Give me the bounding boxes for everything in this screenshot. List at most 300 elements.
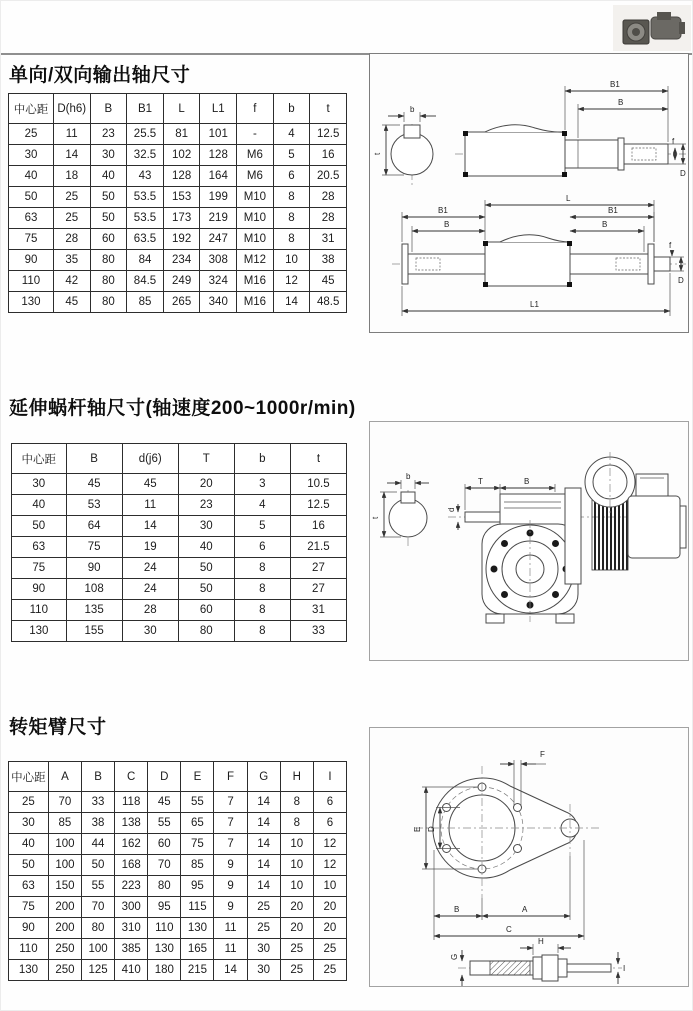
table-cell: 33 [81, 792, 114, 813]
table-cell: 50 [90, 187, 127, 208]
table-cell: 110 [9, 939, 49, 960]
dim-label-E: E [413, 826, 422, 832]
column-header: B1 [127, 94, 164, 124]
table-cell: 80 [90, 250, 127, 271]
table-cell: 28 [310, 208, 347, 229]
table-cell: 265 [163, 292, 200, 313]
column-header: B [90, 94, 127, 124]
table-cell: 168 [115, 855, 148, 876]
table-cell: 138 [115, 813, 148, 834]
table-cell: 40 [90, 166, 127, 187]
table-cell: 90 [9, 918, 49, 939]
dim-label-B1: B1 [610, 80, 620, 89]
table-cell: 75 [9, 897, 49, 918]
right-shaft-tip [654, 257, 670, 271]
table-cell: 7 [214, 813, 247, 834]
table-cell: 55 [181, 792, 214, 813]
table-cell: 14 [247, 876, 280, 897]
column-header: 中心距 [12, 444, 67, 474]
table-row [9, 187, 347, 208]
column-header: B [66, 444, 122, 474]
table-cell: 25 [9, 792, 49, 813]
table-cell: 80 [90, 292, 127, 313]
table-cell: 16 [290, 516, 346, 537]
table-cell: 40 [9, 834, 49, 855]
table-cell: 80 [178, 621, 234, 642]
table-cell: 45 [122, 474, 178, 495]
table-cell: 55 [148, 813, 181, 834]
table-cell: 95 [181, 876, 214, 897]
table-cell: M6 [237, 145, 274, 166]
column-header: E [181, 762, 214, 792]
table-cell: 11 [214, 939, 247, 960]
table-cell: 10 [280, 834, 313, 855]
dim-label-D-2: D [678, 276, 684, 285]
column-header: D(h6) [53, 94, 90, 124]
table-row [12, 495, 347, 516]
table-cell: 12 [313, 834, 346, 855]
table-cell: 38 [310, 250, 347, 271]
gearbox-foot [556, 614, 574, 623]
table-cell: 81 [163, 124, 200, 145]
table-cell: 9 [214, 876, 247, 897]
dim-label-D: D [680, 169, 686, 178]
section-title: 延伸蜗杆轴尺寸(轴速度200~1000r/min) [9, 398, 356, 419]
table-cell: 223 [115, 876, 148, 897]
dim-label-b: b [410, 105, 415, 114]
bolt-thread [490, 961, 530, 975]
table-cell: 28 [53, 229, 90, 250]
dim-label-I: I [623, 964, 626, 973]
table-cell: 75 [66, 537, 122, 558]
column-header: L1 [200, 94, 237, 124]
table-cell: 21.5 [290, 537, 346, 558]
table-cell: 340 [200, 292, 237, 313]
table-cell: 60 [178, 600, 234, 621]
dim-label-B: B [454, 905, 460, 914]
table-row [9, 166, 347, 187]
column-header: t [290, 444, 346, 474]
table-cell: 14 [53, 145, 90, 166]
table-cell: 30 [12, 474, 67, 495]
table-cell: 23 [178, 495, 234, 516]
table-cell: 108 [66, 579, 122, 600]
table-cell: 130 [148, 939, 181, 960]
table-cell: 85 [181, 855, 214, 876]
table-cell: 27 [290, 579, 346, 600]
column-header: T [178, 444, 234, 474]
table-row [9, 292, 347, 313]
table-cell: 130 [12, 621, 67, 642]
table-cell: 50 [90, 208, 127, 229]
table-cell: 101 [200, 124, 237, 145]
table-cell: 7 [214, 792, 247, 813]
table-cell: 5 [234, 516, 290, 537]
column-header: L [163, 94, 200, 124]
table-cell: 25 [53, 187, 90, 208]
table-cell: 11 [122, 495, 178, 516]
table-row [9, 897, 347, 918]
column-header: D [148, 762, 181, 792]
keyway [404, 125, 420, 138]
table-cell: 11 [214, 918, 247, 939]
dim-label-A: A [522, 905, 528, 914]
table-cell: 70 [81, 897, 114, 918]
table-row [9, 918, 347, 939]
table-cell: 45 [53, 292, 90, 313]
table-cell: M10 [237, 187, 274, 208]
table-cell: 100 [48, 834, 81, 855]
table-cell: 50 [178, 558, 234, 579]
worm-shaft-table [11, 443, 347, 642]
table-row [9, 813, 347, 834]
shaft-cross-section [391, 133, 433, 175]
output-shaft-diagram-frame [369, 53, 689, 333]
table-cell: 25 [313, 960, 346, 981]
table-cell: 40 [12, 495, 67, 516]
table-cell: 19 [122, 537, 178, 558]
table-cell: 50 [9, 187, 54, 208]
table-cell: 115 [181, 897, 214, 918]
bolt-washer [542, 955, 558, 981]
table-cell: - [237, 124, 274, 145]
table-cell: 24 [122, 558, 178, 579]
table-cell: 70 [148, 855, 181, 876]
table-cell: 63 [9, 876, 49, 897]
bolt-pin [567, 964, 611, 972]
table-cell: 63 [9, 208, 54, 229]
table-row [9, 876, 347, 897]
table-cell: 25 [9, 124, 54, 145]
keyway [401, 492, 415, 503]
table-cell: 85 [48, 813, 81, 834]
table-cell: M16 [237, 292, 274, 313]
table-cell: 48.5 [310, 292, 347, 313]
table-cell: 75 [9, 229, 54, 250]
torque-arm-diagram [370, 728, 688, 986]
table-cell: 53.5 [127, 187, 164, 208]
dim-label-f-2: f [669, 241, 672, 250]
dim-label-B: B [524, 477, 530, 486]
table-cell: 14 [273, 292, 310, 313]
table-cell: 102 [163, 145, 200, 166]
table-cell: 28 [310, 187, 347, 208]
table-cell: 128 [200, 145, 237, 166]
table-cell: 9 [214, 855, 247, 876]
table-cell: M6 [237, 166, 274, 187]
gearbox-bore [632, 28, 640, 36]
table-cell: 12 [313, 855, 346, 876]
table-cell: 20 [313, 918, 346, 939]
table-cell: 200 [48, 918, 81, 939]
table-cell: 310 [115, 918, 148, 939]
column-header: H [280, 762, 313, 792]
table-cell: M10 [237, 229, 274, 250]
dim-label-B1-left: B1 [438, 206, 448, 215]
table-cell: 14 [122, 516, 178, 537]
table-cell: 130 [9, 960, 49, 981]
table-cell: 50 [178, 579, 234, 600]
shaft-step [565, 140, 618, 168]
column-header: A [48, 762, 81, 792]
table-cell: 12.5 [290, 495, 346, 516]
table-row [9, 834, 347, 855]
output-shaft-table [8, 93, 347, 313]
table-cell: 25 [247, 897, 280, 918]
shaft-flange [618, 138, 624, 170]
table-cell: 110 [12, 600, 67, 621]
table-row [9, 271, 347, 292]
table-cell: 3 [234, 474, 290, 495]
column-header: F [214, 762, 247, 792]
dim-label-B-left: B [444, 220, 450, 229]
table-cell: 20 [178, 474, 234, 495]
table-cell: 25.5 [127, 124, 164, 145]
table-cell: 164 [200, 166, 237, 187]
column-header: b [234, 444, 290, 474]
worm-wheel-body-2 [485, 242, 570, 286]
table-cell: 4 [234, 495, 290, 516]
section-title: 转矩臂尺寸 [9, 717, 107, 738]
table-cell: 23 [90, 124, 127, 145]
column-header: G [247, 762, 280, 792]
table-cell: 135 [66, 600, 122, 621]
table-cell: 55 [81, 876, 114, 897]
dim-label-B1-right: B1 [608, 206, 618, 215]
table-cell: 60 [148, 834, 181, 855]
column-header: f [237, 94, 274, 124]
dim-label-T: T [478, 477, 483, 486]
table-cell: 8 [273, 208, 310, 229]
dim-label-t: t [371, 516, 380, 519]
motor-end-cap [680, 506, 686, 548]
table-cell: 53.5 [127, 208, 164, 229]
table-cell: 130 [181, 918, 214, 939]
table-cell: 90 [66, 558, 122, 579]
extended-worm-shaft [465, 512, 500, 522]
table-cell: 25 [280, 960, 313, 981]
table-cell: 8 [234, 558, 290, 579]
table-row [9, 792, 347, 813]
column-header: d(j6) [122, 444, 178, 474]
table-cell: 8 [234, 600, 290, 621]
table-cell: 35 [53, 250, 90, 271]
table-cell: 80 [148, 876, 181, 897]
dim-label-L1: L1 [530, 300, 539, 309]
table-cell: 30 [9, 813, 49, 834]
column-header: t [310, 94, 347, 124]
table-cell: 84 [127, 250, 164, 271]
table-cell: 63.5 [127, 229, 164, 250]
table-cell: 173 [163, 208, 200, 229]
table-cell: 63 [12, 537, 67, 558]
table-cell: 53 [66, 495, 122, 516]
output-shaft-end [624, 144, 668, 164]
table-cell: 100 [81, 939, 114, 960]
table-cell: 300 [115, 897, 148, 918]
table-cell: 12 [273, 271, 310, 292]
table-cell: 324 [200, 271, 237, 292]
table-cell: 70 [48, 792, 81, 813]
table-cell: 10 [280, 855, 313, 876]
table-cell: 80 [81, 918, 114, 939]
table-row [9, 145, 347, 166]
table-cell: 84.5 [127, 271, 164, 292]
table-cell: 24 [122, 579, 178, 600]
table-cell: 90 [9, 250, 54, 271]
table-cell: 215 [181, 960, 214, 981]
column-header: C [115, 762, 148, 792]
table-cell: 249 [163, 271, 200, 292]
table-row [9, 124, 347, 145]
table-cell: 40 [9, 166, 54, 187]
table-cell: 234 [163, 250, 200, 271]
table-cell: 65 [181, 813, 214, 834]
table-cell: 308 [200, 250, 237, 271]
table-row [9, 855, 347, 876]
table-cell: 10.5 [290, 474, 346, 495]
motor-fins [592, 500, 628, 570]
table-cell: 125 [81, 960, 114, 981]
bolt-nut [533, 957, 542, 979]
gear-motor-photo [613, 5, 691, 51]
table-row [9, 250, 347, 271]
table-row [12, 474, 347, 495]
table-cell: 6 [234, 537, 290, 558]
worm-shaft-diagram [370, 422, 688, 660]
table-cell: 60 [90, 229, 127, 250]
table-cell: 100 [48, 855, 81, 876]
table-cell: 8 [280, 813, 313, 834]
torque-arm-diagram-frame [369, 727, 689, 987]
table-cell: 4 [273, 124, 310, 145]
dim-label-H: H [538, 937, 544, 946]
table-cell: 10 [313, 876, 346, 897]
dim-label-C: C [506, 925, 512, 934]
table-cell: 42 [53, 271, 90, 292]
gearbox-foot [486, 614, 504, 623]
table-row [12, 537, 347, 558]
table-cell: 45 [66, 474, 122, 495]
table-cell: 6 [313, 813, 346, 834]
table-cell: 50 [9, 855, 49, 876]
table-cell: 43 [127, 166, 164, 187]
dim-label-B-right: B [602, 220, 608, 229]
left-shaft [408, 254, 485, 274]
table-cell: 5 [273, 145, 310, 166]
table-cell: 250 [48, 960, 81, 981]
table-cell: 199 [200, 187, 237, 208]
table-cell: 45 [310, 271, 347, 292]
dim-label-t: t [373, 152, 382, 155]
shaft-cross-section [389, 499, 427, 537]
output-shaft-diagram [370, 54, 688, 332]
table-cell: 30 [247, 960, 280, 981]
table-cell: 14 [247, 855, 280, 876]
table-cell: M12 [237, 250, 274, 271]
table-cell: 8 [273, 187, 310, 208]
table-cell: 14 [214, 960, 247, 981]
table-cell: 20 [313, 897, 346, 918]
motor-terminal-box [636, 474, 668, 496]
table-cell: 95 [148, 897, 181, 918]
table-cell: 192 [163, 229, 200, 250]
table-cell: M10 [237, 208, 274, 229]
table-cell: 10 [280, 876, 313, 897]
table-cell: 64 [66, 516, 122, 537]
table-cell: 38 [81, 813, 114, 834]
table-cell: 25 [247, 918, 280, 939]
table-cell: 50 [12, 516, 67, 537]
section-title: 单向/双向输出轴尺寸 [9, 65, 191, 86]
table-cell: 75 [181, 834, 214, 855]
table-row [12, 558, 347, 579]
table-cell: 50 [81, 855, 114, 876]
motor-body [628, 496, 680, 558]
column-header: 中心距 [9, 762, 49, 792]
table-cell: 20 [280, 918, 313, 939]
table-cell: 31 [310, 229, 347, 250]
column-header: I [313, 762, 346, 792]
table-cell: 18 [53, 166, 90, 187]
table-cell: 25 [53, 208, 90, 229]
table-cell: M16 [237, 271, 274, 292]
table-cell: 130 [9, 292, 54, 313]
table-cell: 11 [53, 124, 90, 145]
dim-label-L: L [566, 194, 571, 203]
table-cell: 6 [273, 166, 310, 187]
table-cell: 28 [122, 600, 178, 621]
table-cell: 153 [163, 187, 200, 208]
worm-wheel-body [465, 132, 565, 176]
table-cell: 90 [12, 579, 67, 600]
motor-terminal-box [657, 12, 671, 20]
dim-label-G: G [450, 953, 459, 960]
table-cell: 180 [148, 960, 181, 981]
table-cell: 200 [48, 897, 81, 918]
dim-label-f: f [672, 137, 675, 146]
table-cell: 32.5 [127, 145, 164, 166]
table-cell: 30 [247, 939, 280, 960]
motor-fan-cap [679, 22, 685, 34]
table-cell: 14 [247, 792, 280, 813]
table-cell: 27 [290, 558, 346, 579]
dim-label-d: d [447, 507, 456, 512]
table-cell: 385 [115, 939, 148, 960]
table-cell: 20.5 [310, 166, 347, 187]
table-cell: 8 [273, 229, 310, 250]
table-cell: 9 [214, 897, 247, 918]
table-cell: 80 [90, 271, 127, 292]
table-header-row [9, 762, 347, 792]
table-cell: 45 [148, 792, 181, 813]
table-cell: 410 [115, 960, 148, 981]
table-cell: 12.5 [310, 124, 347, 145]
table-cell: 30 [178, 516, 234, 537]
dim-label-b: b [406, 472, 411, 481]
table-cell: 31 [290, 600, 346, 621]
table-cell: 33 [290, 621, 346, 642]
table-cell: 20 [280, 897, 313, 918]
worm-shaft-diagram-frame [369, 421, 689, 661]
table-cell: 25 [313, 939, 346, 960]
left-flange [402, 244, 408, 284]
column-header: 中心距 [9, 94, 54, 124]
table-cell: 128 [163, 166, 200, 187]
torque-arm-table [8, 761, 347, 981]
adapter-flange [565, 488, 581, 584]
right-shaft [570, 254, 648, 274]
